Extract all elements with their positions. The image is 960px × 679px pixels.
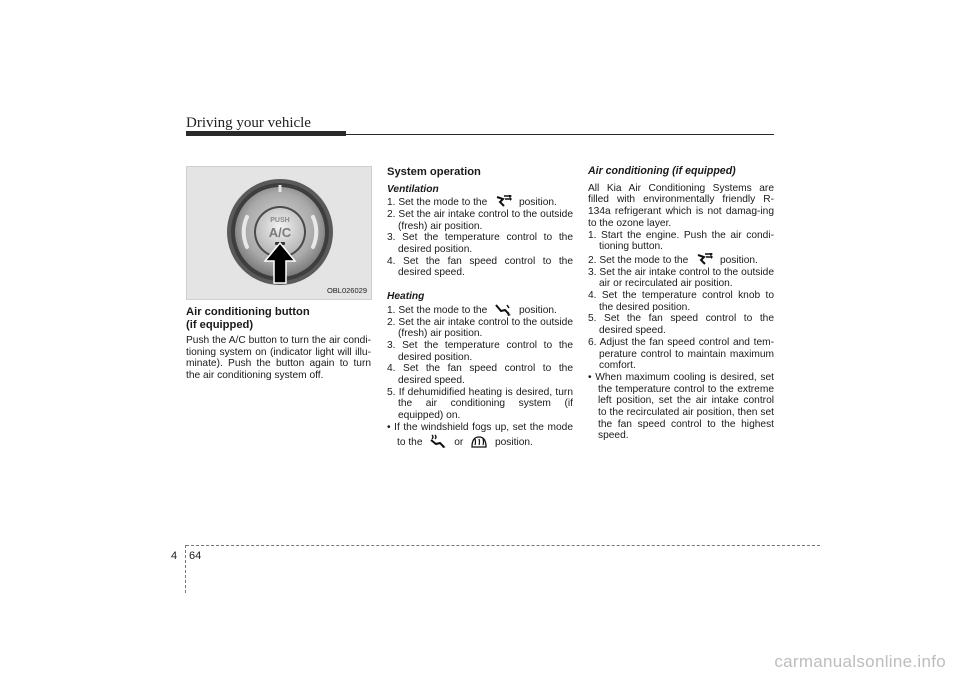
ventilation-steps — [387, 195, 573, 279]
face-vent-mode-icon — [695, 253, 713, 266]
list-item: 6. Adjust the fan speed control and tem-perature control to maintain maximum comfort. — [588, 336, 774, 372]
list-item: • When maximum cooling is desired, set the temperature control to the extreme left position, set the air intake control to the recirculated air position, then set the fan speed control to the highest speed. — [588, 371, 774, 442]
ventilation-heading: Ventilation — [387, 183, 439, 195]
ac-button-figure — [186, 166, 372, 300]
list-item: 2. Set the air intake control to the outside (fresh) air position. — [387, 316, 573, 340]
list-item: 4. Set the temperature control knob to the desired position. — [588, 290, 774, 313]
footer-rule — [186, 545, 820, 546]
ac-label: A/C — [268, 225, 292, 240]
list-item: 1. Set the mode to the position. — [387, 304, 557, 316]
column-2 — [387, 160, 573, 448]
column-1 — [186, 160, 371, 382]
list-item: 5. If dehumidified heating is desired, turn the air conditioning system (if equipped) on. — [387, 386, 573, 422]
list-item: 2. Set the air intake control to the outside (fresh) air position. — [387, 208, 573, 232]
watermark: carmanualsonline.info — [774, 652, 946, 671]
figure-code: OBL026029 — [326, 286, 367, 296]
ac-operation-heading: Air conditioning (if equipped) — [588, 165, 736, 177]
list-item: 2. Set the mode to the position. — [588, 253, 774, 267]
floor-defrost-mode-icon — [429, 434, 447, 448]
list-item: 4. Set the fan speed control to the desired speed. — [387, 363, 573, 387]
list-item: 1. Start the engine. Push the air condi-tioning button. — [588, 229, 774, 253]
footer-vertical-rule — [185, 545, 186, 593]
heating-steps — [387, 303, 573, 448]
heating-heading: Heating — [387, 291, 425, 303]
column-3 — [588, 160, 774, 442]
page-number: 64 — [189, 550, 202, 562]
header-title: Driving your vehicle — [186, 115, 311, 131]
list-item: 4. Set the fan speed control to the desired speed. — [387, 255, 573, 279]
list-item: 3. Set the air intake control to the outside air or recirculated air position. — [588, 266, 774, 290]
ac-button-description: Push the A/C button to turn the air condi-tioning system on (indicator light will illu-minate). Push the button again to turn the air conditioning system off. — [186, 335, 371, 382]
ac-intro: All Kia Air Conditioning Systems are filled with environmentally friendly R-134a refrigerant which is not damag-ing to the ozone layer. — [588, 182, 774, 229]
ac-knob-illustration — [225, 177, 335, 287]
face-vent-mode-icon — [494, 195, 512, 208]
push-label: PUSH — [270, 217, 290, 224]
ac-steps — [588, 230, 774, 443]
list-item: 3. Set the temperature control to the desired position. — [387, 339, 573, 363]
system-operation-title: System operation — [387, 166, 481, 178]
list-item: 5. Set the fan speed control to the desired speed. — [588, 313, 774, 337]
floor-mode-icon — [494, 303, 512, 316]
ac-button-title: Air conditioning button (if equipped) — [186, 306, 310, 331]
list-item: 1. Set the mode to the position. — [387, 195, 573, 209]
header-rule-thick — [186, 131, 346, 136]
list-item: 3. Set the temperature control to the desired position. — [387, 232, 573, 256]
defrost-mode-icon — [470, 434, 488, 448]
chapter-number: 4 — [171, 550, 178, 562]
header-rule-thin — [346, 134, 774, 135]
list-item: • If the windshield fogs up, set the mode to the or position. — [387, 421, 573, 448]
